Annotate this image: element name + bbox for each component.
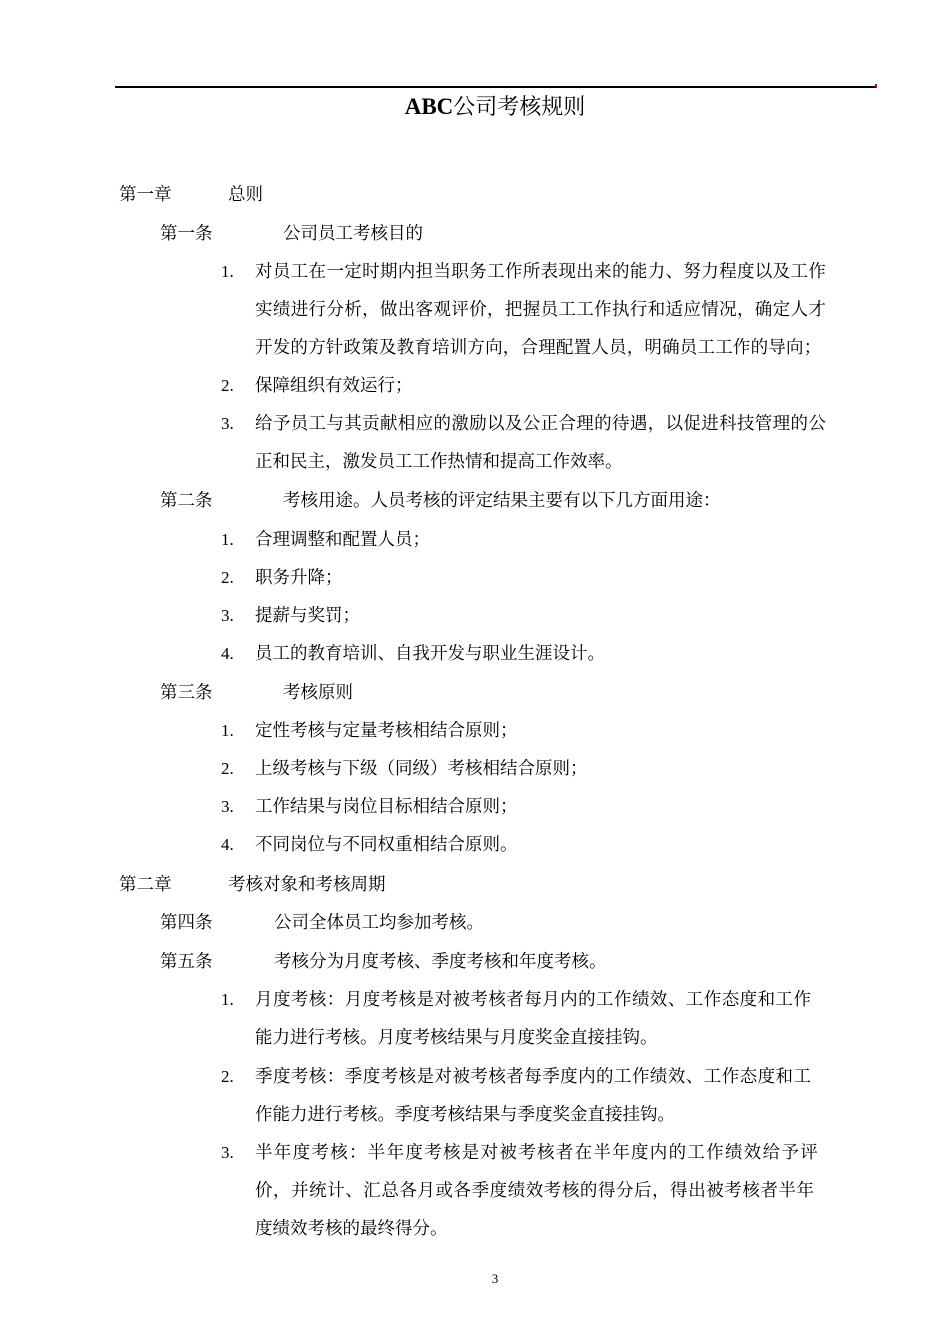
article-4-title: 公司全体员工均参加考核。 xyxy=(274,913,484,933)
list-item-number: 3. xyxy=(221,797,234,816)
list-item-line: 职务升降； xyxy=(255,568,343,588)
article-5-title: 考核分为月度考核、季度考核和年度考核。 xyxy=(274,952,607,972)
list-item-line: 合理调整和配置人员； xyxy=(255,530,430,550)
list-item-number: 2. xyxy=(221,568,234,587)
list-item-line: 实绩进行分析，做出客观评价，把握员工工作执行和适应情况，确定人才 xyxy=(255,300,827,320)
document-title xyxy=(0,92,950,123)
article-1-label: 第一条 xyxy=(160,224,213,244)
list-item-number: 3. xyxy=(221,414,234,433)
list-item-line: 月度考核：月度考核是对被考核者每月内的工作绩效、工作态度和工作 xyxy=(255,990,812,1010)
list-item-line: 定性考核与定量考核相结合原则； xyxy=(255,721,518,741)
list-item-line: 半年度考核：半年度考核是对被考核者在半年度内的工作绩效给予评 xyxy=(255,1143,819,1163)
list-item-line: 保障组织有效运行； xyxy=(255,376,413,396)
title-cjk: 公司考核规则 xyxy=(453,95,586,120)
header-rule-mark xyxy=(875,84,877,88)
list-item-line: 不同岗位与不同权重相结合原则。 xyxy=(255,835,518,855)
article-2-label: 第二条 xyxy=(160,491,213,511)
list-item-number: 1. xyxy=(221,262,234,281)
chapter-1-title: 总则 xyxy=(228,185,263,205)
list-item-line: 能力进行考核。月度考核结果与月度奖金直接挂钩。 xyxy=(255,1028,658,1048)
list-item-line: 上级考核与下级（同级）考核相结合原则； xyxy=(255,759,588,779)
article-3-label: 第三条 xyxy=(160,683,213,703)
article-4-label: 第四条 xyxy=(160,913,213,933)
header-rule xyxy=(115,86,875,88)
list-item-number: 2. xyxy=(221,376,234,395)
list-item-line: 员工的教育培训、自我开发与职业生涯设计。 xyxy=(255,644,605,664)
chapter-2-title: 考核对象和考核周期 xyxy=(228,875,386,895)
list-item-line: 开发的方针政策及教育培训方向，合理配置人员，明确员工工作的导向； xyxy=(255,338,822,358)
list-item-line: 提薪与奖罚； xyxy=(255,606,360,626)
list-item-line: 季度考核：季度考核是对被考核者每季度内的工作绩效、工作态度和工 xyxy=(255,1067,812,1087)
list-item-number: 2. xyxy=(221,759,234,778)
article-1-title: 公司员工考核目的 xyxy=(283,224,423,244)
article-2-title: 考核用途。人员考核的评定结果主要有以下几方面用途： xyxy=(283,491,721,511)
list-item-number: 3. xyxy=(221,606,234,625)
list-item-line: 价，并统计、汇总各月或各季度绩效考核的得分后，得出被考核者半年 xyxy=(255,1181,815,1201)
list-item-number: 3. xyxy=(221,1143,234,1162)
list-item-line: 给予员工与其贡献相应的激励以及公正合理的待遇，以促进科技管理的公 xyxy=(255,414,827,434)
list-item-number: 1. xyxy=(221,721,234,740)
article-5-label: 第五条 xyxy=(160,952,213,972)
title-latin: ABC xyxy=(404,94,454,119)
chapter-2-label: 第二章 xyxy=(119,875,172,895)
list-item-number: 1. xyxy=(221,530,234,549)
list-item-number: 4. xyxy=(221,835,234,854)
list-item-number: 2. xyxy=(221,1067,234,1086)
list-item-line: 工作结果与岗位目标相结合原则； xyxy=(255,797,518,817)
list-item-line: 度绩效考核的最终得分。 xyxy=(255,1219,448,1239)
list-item-line: 正和民主，激发员工工作热情和提高工作效率。 xyxy=(255,452,623,472)
article-3-title: 考核原则 xyxy=(283,683,353,703)
list-item-line: 对员工在一定时期内担当职务工作所表现出来的能力、努力程度以及工作 xyxy=(255,262,827,282)
page-number: 3 xyxy=(491,1271,499,1286)
list-item-line: 作能力进行考核。季度考核结果与季度奖金直接挂钩。 xyxy=(255,1105,675,1125)
list-item-number: 1. xyxy=(221,990,234,1009)
chapter-1-label: 第一章 xyxy=(119,185,172,205)
list-item-number: 4. xyxy=(221,644,234,663)
